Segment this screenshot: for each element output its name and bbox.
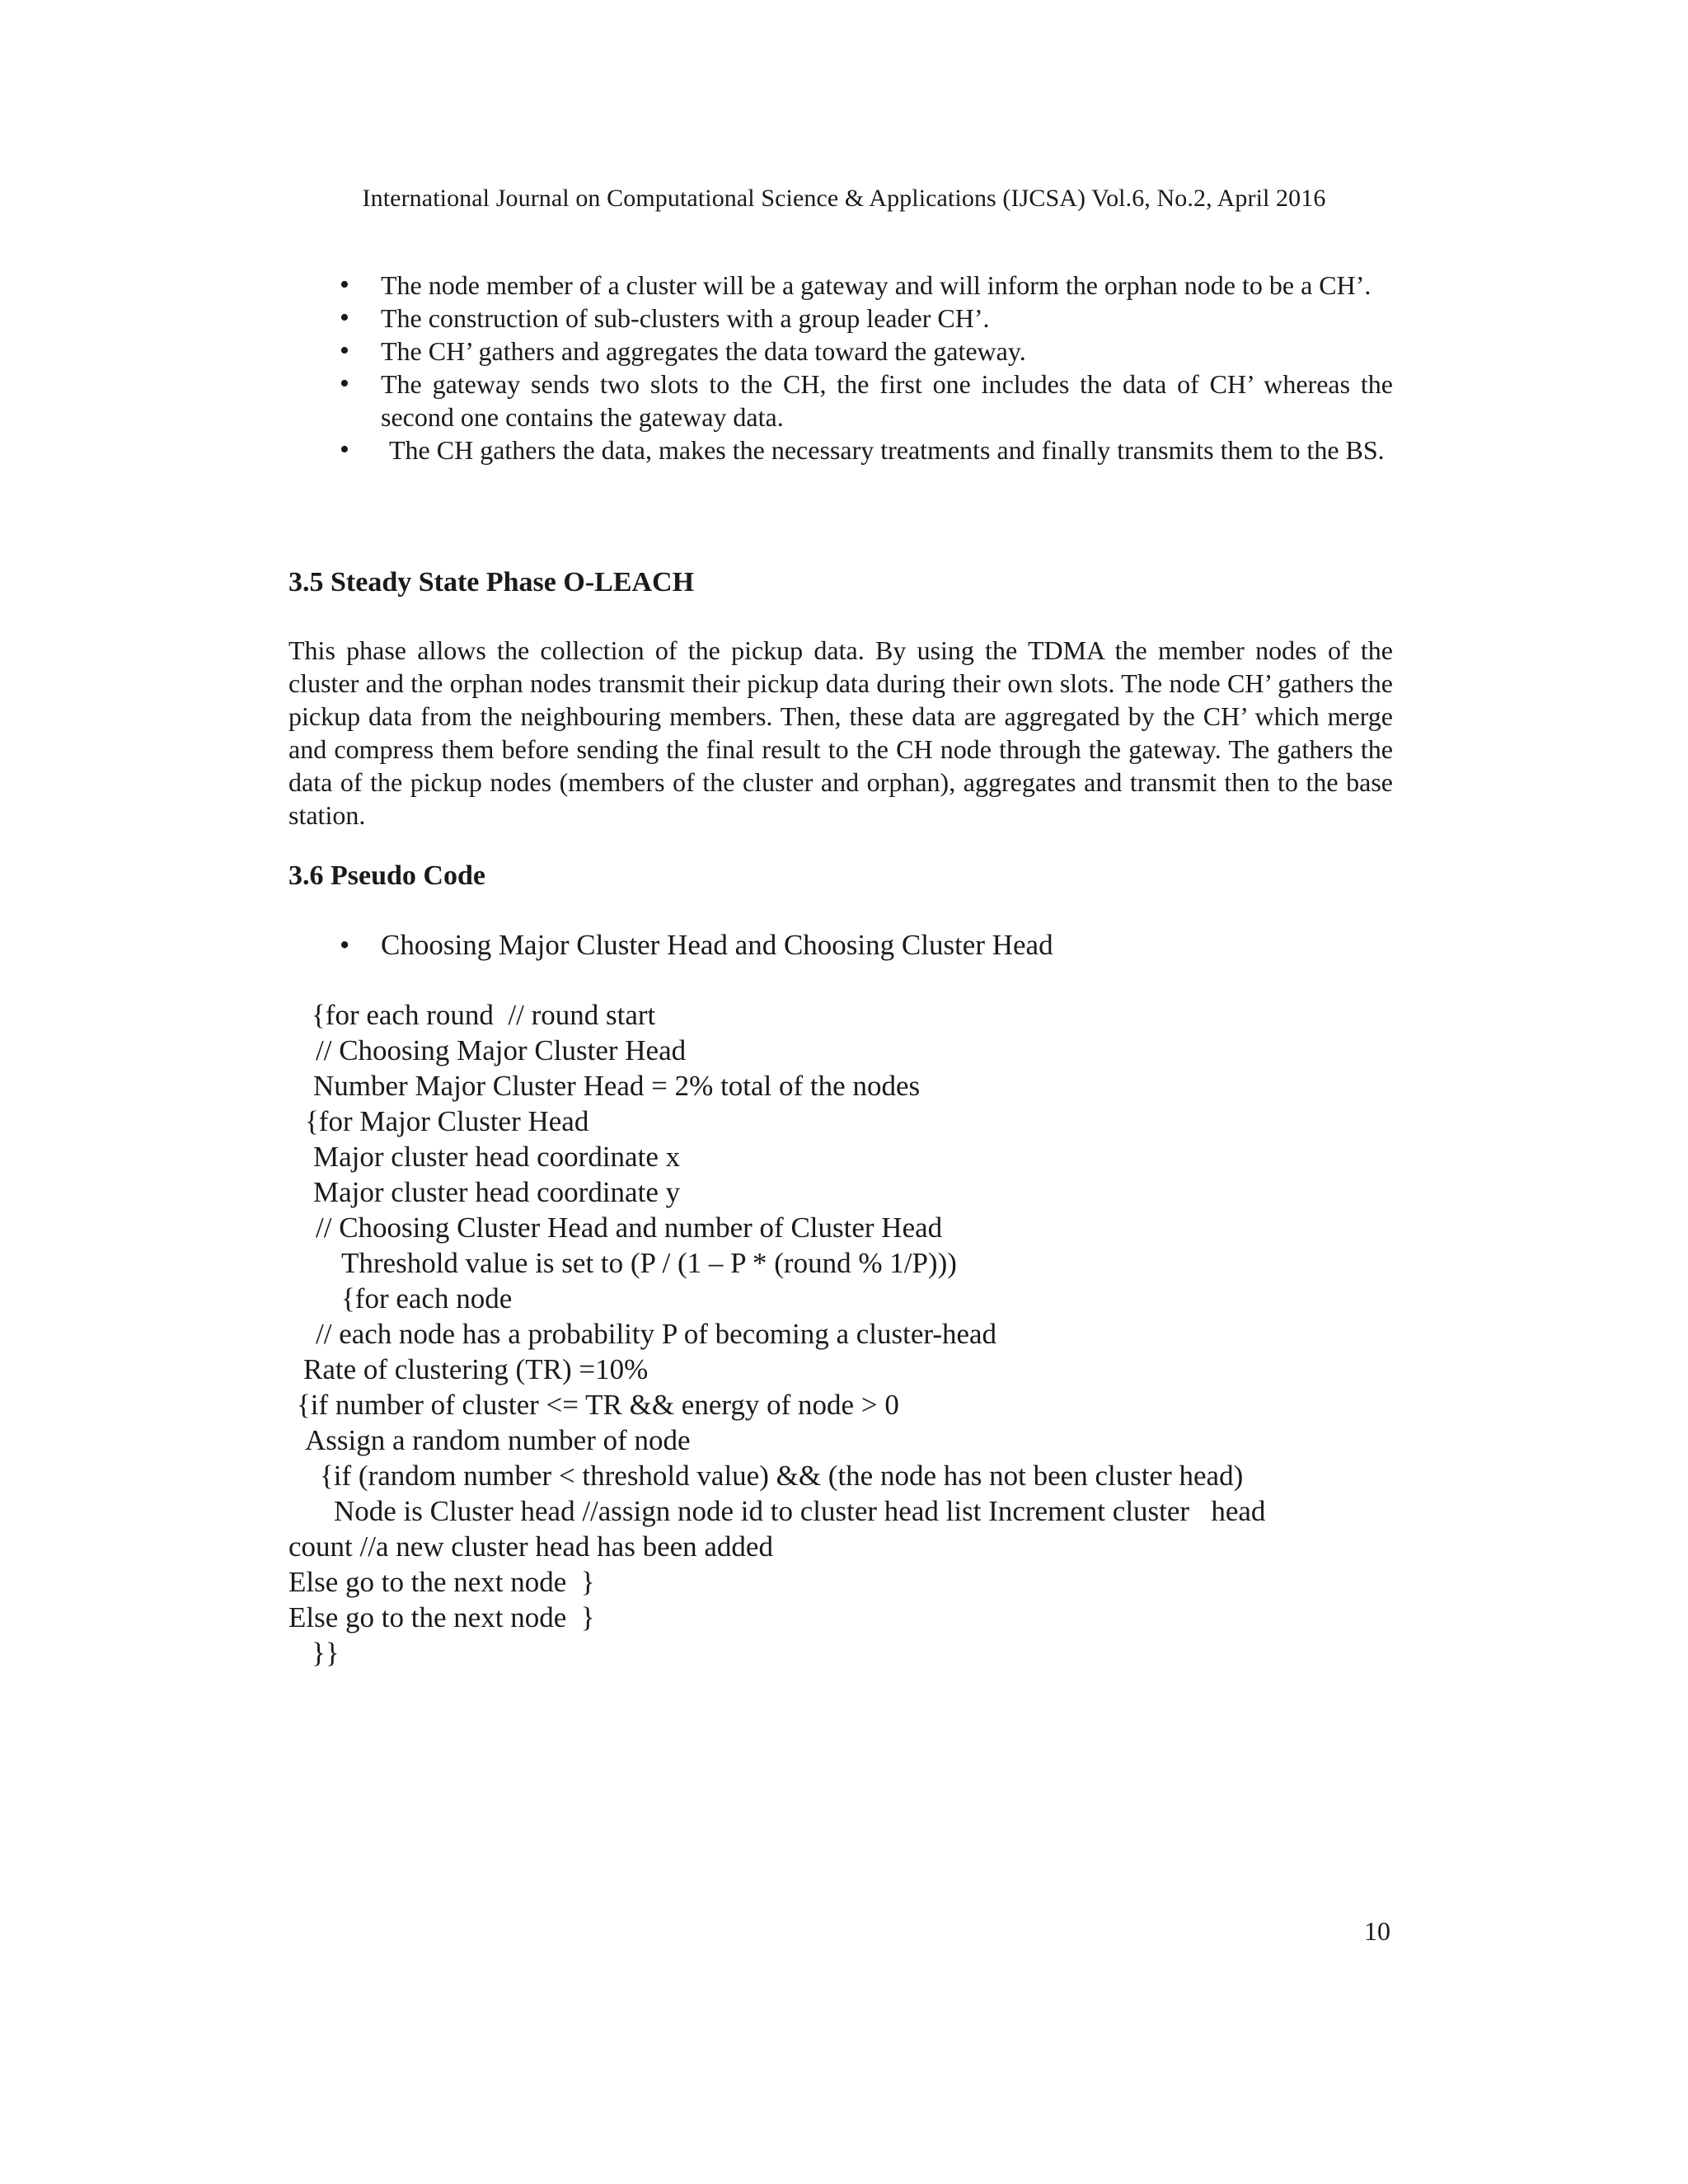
code-line: Assign a random number of node bbox=[305, 1424, 691, 1456]
list-item bbox=[288, 335, 1393, 368]
code-line: {for each round // round start bbox=[312, 999, 656, 1031]
code-line: // Choosing Cluster Head and number of Cluster Head bbox=[316, 1212, 943, 1244]
code-line: Major cluster head coordinate x bbox=[313, 1141, 681, 1173]
code-line: // Choosing Major Cluster Head bbox=[316, 1034, 687, 1066]
bullet-dot-icon: • bbox=[340, 269, 349, 300]
code-line: Threshold value is set to (P / (1 – P * (round % 1/P))) bbox=[341, 1247, 957, 1279]
list-item bbox=[288, 269, 1393, 302]
list-item bbox=[288, 434, 1393, 466]
code-line: Number Major Cluster Head = 2% total of the nodes bbox=[313, 1070, 921, 1102]
code-line: {if (random number < threshold value) && (the node has not been cluster head) bbox=[320, 1460, 1244, 1492]
bullet-dot-icon: • bbox=[340, 368, 349, 399]
bullet-dot-icon: • bbox=[340, 434, 349, 465]
code-line: // each node has a probability P of becoming a cluster-head bbox=[316, 1318, 997, 1350]
bullet-dot-icon: • bbox=[340, 302, 349, 333]
code-line: {if number of cluster <= TR && energy of node > 0 bbox=[297, 1389, 899, 1421]
bullet-dot-icon: • bbox=[340, 929, 350, 961]
code-line: Else go to the next node } bbox=[288, 1566, 595, 1598]
bullet-text: The CH gathers the data, makes the necessary treatments and finally transmits them to the BS. bbox=[389, 435, 1385, 465]
section-paragraph: This phase allows the collection of the pickup data. By using the TDMA the member nodes of the cluster and the orphan nodes transmit their pickup data during their own slots. The node CH’ gathers the pickup data from the neighbouring members. Then, these data are aggregated by the CH’ which merge and compress them before sending the final result to the CH node through the gateway. The gathers the data of the pickup nodes (members of the cluster and orphan), aggregates and transmit then to the base station. bbox=[288, 635, 1393, 830]
journal-header: International Journal on Computational Science & Applications (IJCSA) Vol.6, No.2, April 2016 bbox=[362, 185, 1326, 212]
bullet-dot-icon: • bbox=[340, 335, 349, 366]
code-line: Node is Cluster head //assign node id to cluster head list Increment cluster head bbox=[334, 1495, 1266, 1527]
code-line: Major cluster head coordinate y bbox=[313, 1176, 681, 1208]
list-item bbox=[288, 302, 1393, 335]
code-line: count //a new cluster head has been added bbox=[288, 1530, 773, 1563]
code-line: }} bbox=[312, 1637, 340, 1669]
code-line: Rate of clustering (TR) =10% bbox=[303, 1353, 649, 1385]
bullet-text: The CH’ gathers and aggregates the data toward the gateway. bbox=[381, 336, 1026, 366]
bullet-list bbox=[288, 269, 1393, 466]
code-line: Else go to the next node } bbox=[288, 1601, 595, 1633]
section-heading-3-6: 3.6 Pseudo Code bbox=[288, 860, 485, 891]
bullet-text: The gateway sends two slots to the CH, the first one includes the data of CH’ whereas the second one contains the gateway data. bbox=[381, 369, 1393, 432]
code-line: {for each node bbox=[341, 1282, 513, 1315]
page-number: 10 bbox=[1364, 1916, 1390, 1946]
code-line: {for Major Cluster Head bbox=[305, 1105, 589, 1137]
list-item bbox=[288, 368, 1393, 434]
bullet-text: The construction of sub-clusters with a group leader CH’. bbox=[381, 303, 990, 333]
bullet-text: Choosing Major Cluster Head and Choosing Cluster Head bbox=[381, 929, 1053, 961]
section-heading-3-5: 3.5 Steady State Phase O-LEACH bbox=[288, 567, 695, 598]
bullet-text: The node member of a cluster will be a gateway and will inform the orphan node to be a CH’. bbox=[381, 270, 1372, 300]
